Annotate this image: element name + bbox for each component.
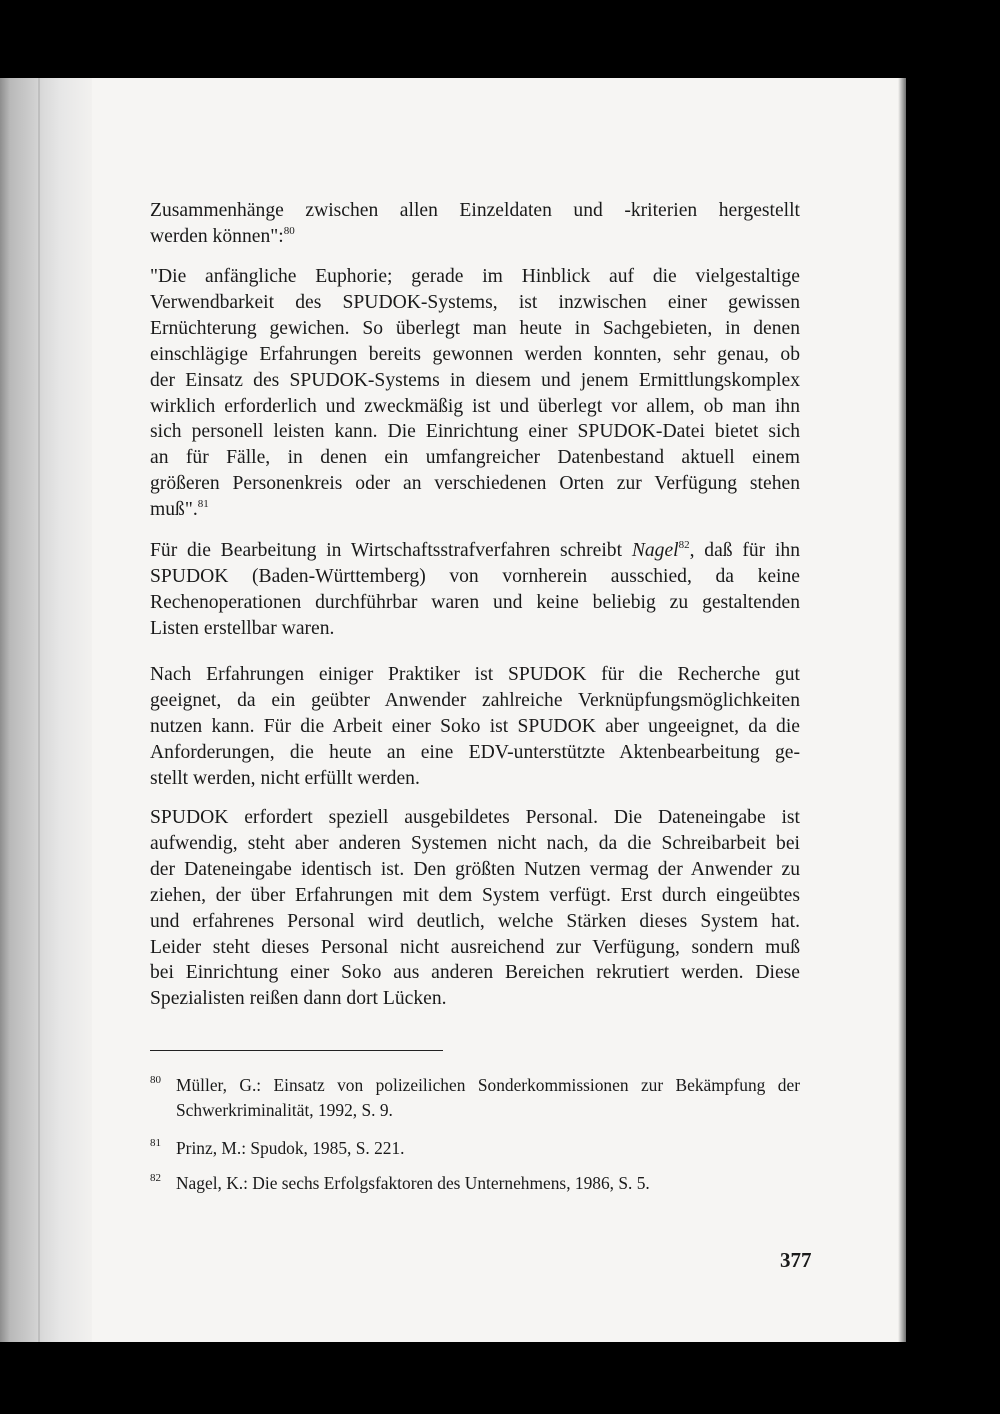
text-line: Ernüchterung gewichen. So überlegt man heute in Sachgebieten, in denen [150,317,800,339]
text-line: einschlägige Erfahrungen bereits gewonnen werden konnten, sehr genau, ob [150,343,800,365]
text-line: Spezialisten reißen dann dort Lücken. [150,988,447,1010]
text-line: geeignet, da ein geübter Anwender zahlreiche Verknüpfungsmöglichkeiten [150,689,800,711]
text-line: Rechenoperationen durchführbar waren und keine beliebig zu gestaltenden [150,591,800,613]
page-edge-shadow [898,78,906,1342]
binding-fold-line [38,78,40,1342]
text-line-content: werden können": [150,225,284,247]
text-line: Nagel, K.: Die sechs Erfolgsfaktoren des Unternehmens, 1986, S. 5. [176,1173,650,1193]
footnote-ref-82[interactable]: 82 [678,539,690,551]
paragraph-1 [150,198,800,250]
text-line [150,538,800,564]
paragraph-2-quote [150,264,800,523]
text-line: sich personell leisten kann. Die Einrichtung einer SPUDOK-Datei bietet sich [150,421,800,443]
footnote-81 [150,1136,800,1161]
text-line-content: muß". [150,499,198,521]
text-line: Schwerkriminalität, 1992, S. 9. [176,1099,393,1120]
text-line: Listen erstellbar waren. [150,617,335,639]
footnote-ref-81[interactable]: 81 [197,498,209,511]
text-line: SPUDOK erfordert speziell ausgebildetes Personal. Die Dateneingabe ist [150,807,800,828]
text-line [150,497,800,523]
footnote-number: 80 [150,1074,161,1086]
text-line: Prinz, M.: Spudok, 1985, S. 221. [176,1138,405,1158]
text-line: an für Fälle, in denen ein umfangreicher Datenbestand aktuell einem [150,447,800,469]
text-line: ziehen, der über Erfahrungen mit dem System verfügt. Erst durch eingeübtes [150,884,800,906]
text-line: und erfahrenes Personal wird deutlich, welche Stärken dieses System hat. [150,910,800,932]
footnote-number: 82 [150,1172,161,1184]
book-page [0,78,906,1342]
page-number: 377 [780,1248,812,1272]
paragraph-3 [150,538,800,642]
text-line: Anforderungen, die heute an eine EDV-unterstützte Aktenbearbeitung ge- [150,741,800,763]
text-line [150,224,800,250]
text-line: Müller, G.: Einsatz von polizeilichen Sonderkommissionen zur Bekämpfung der [176,1075,800,1095]
text-line: aufwendig, steht aber anderen Systemen nicht nach, da die Schreibarbeit bei [150,832,800,854]
text-line: nutzen kann. Für die Arbeit einer Soko ist SPUDOK aber ungeeignet, da die [150,715,800,737]
text-line: "Die anfängliche Euphorie; gerade im Hinblick auf die vielgestaltige [150,266,800,287]
text-line: Leider steht dieses Personal nicht ausreichend zur Verfügung, sondern muß [150,936,800,958]
text-line: stellt werden, nicht erfüllt werden. [150,767,420,789]
footnote-ref-80[interactable]: 80 [283,224,295,237]
footnote-text [176,1073,800,1122]
text-line: Nach Erfahrungen einiger Praktiker ist SPUDOK für die Recherche gut [150,664,800,685]
paragraph-5 [150,805,800,1012]
text-line: bei Einrichtung einer Soko aus anderen Bereichen rekrutiert werden. Diese [150,962,800,984]
footnote-80 [150,1073,800,1122]
text-line: SPUDOK (Baden-Württemberg) von vornherein ausschied, da keine [150,565,800,587]
text-line: größeren Personenkreis oder an verschiedenen Orten zur Verfügung stehen [150,473,800,495]
text-line: der Einsatz des SPUDOK-Systems in diesem und jenem Ermittlungskomplex [150,369,800,391]
text-line-content: Für die Bearbeitung in Wirtschaftsstrafverfahren schreibt [150,540,632,561]
text-line: der Dateneingabe identisch ist. Den größten Nutzen vermag der Anwender zu [150,858,800,880]
binding-shadow [0,78,92,1342]
footnote-text [176,1171,800,1196]
text-line: Verwendbarkeit des SPUDOK-Systems, ist inzwischen einer gewissen [150,291,800,313]
text-line: Zusammenhänge zwischen allen Einzeldaten und -kriterien hergestellt [150,200,800,221]
author-name: Nagel [631,540,679,561]
footnote-divider [150,1050,443,1051]
footnote-text [176,1136,800,1161]
text-line: wirklich erforderlich und zweckmäßig ist und überlegt vor allem, ob man ihn [150,395,800,417]
footnote-82 [150,1171,800,1196]
paragraph-4 [150,662,800,792]
text-line-content: , daß für ihn [689,540,800,561]
footnote-number: 81 [150,1137,161,1149]
